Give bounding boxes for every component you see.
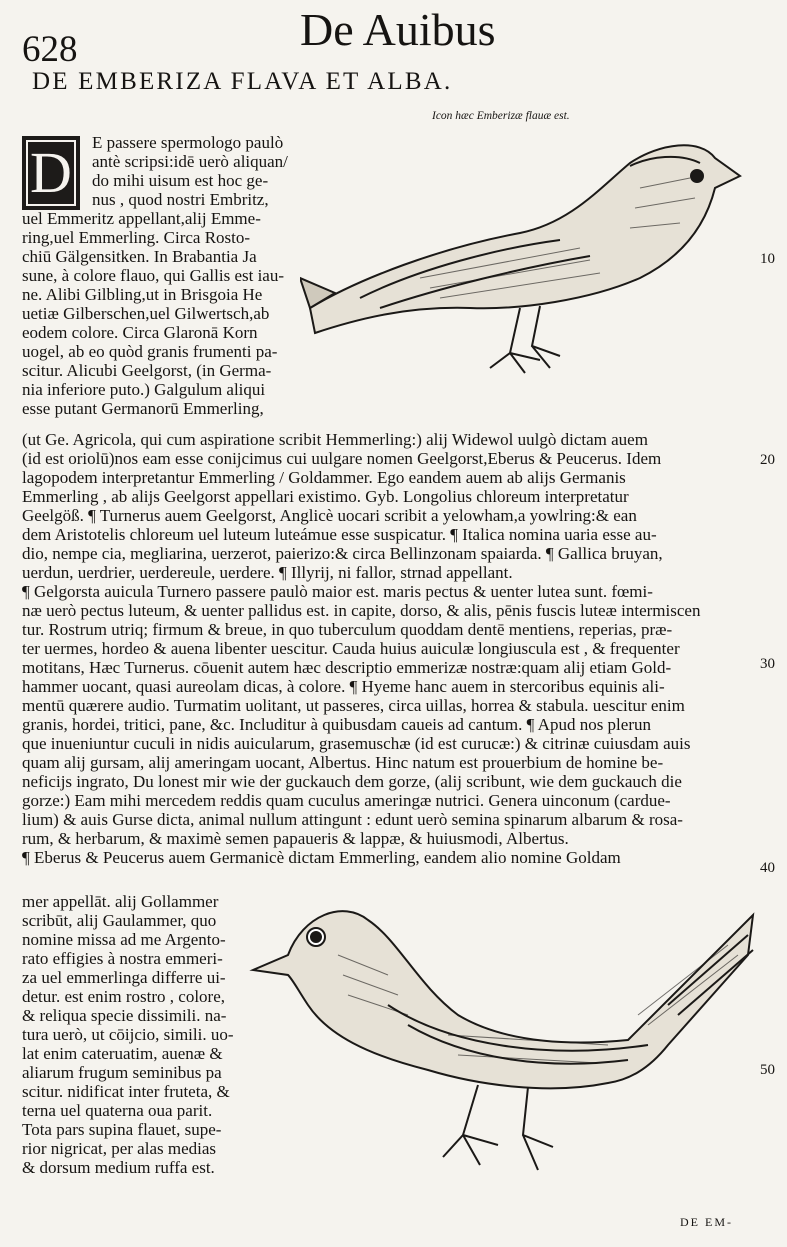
- text-line: ring,uel Emmerling. Circa Rosto-: [22, 228, 251, 247]
- text-line: uetiæ Gilberschen,uel Gilwertsch,ab: [22, 304, 270, 323]
- text-line: uogel, ab eo quòd granis frumenti pa-: [22, 342, 278, 361]
- text-line: ne. Alibi Gilbling,ut in Brisgoia He: [22, 285, 263, 304]
- text-line: esse putant Germanorū Emmerling,: [22, 399, 264, 418]
- text-line: uerdun, uerdrier, uerdereule, uerdere. ¶ Illyrij, ni fallor, strnad appellant.: [22, 563, 513, 582]
- text-line: ¶ Eberus & Peucerus auem Germanicè dictam Emmerling, eandem alio nomine Goldam: [22, 848, 621, 867]
- margin-line-number: 10: [760, 251, 775, 267]
- main-text-block: [22, 430, 700, 867]
- text-line: rum, & herbarum, & maximè semen papaueris & lappæ, & huiusmodi, Albertus.: [22, 829, 569, 848]
- text-line: nomine missa ad me Argento-: [22, 930, 226, 949]
- text-line: & dorsum medium ruffa est.: [22, 1158, 215, 1177]
- text-line: motitans, Hæc Turnerus. cōuenit autem hæc descriptio emmerizæ nostræ:quam alij etiam Gold-: [22, 658, 672, 677]
- margin-line-number: 30: [760, 656, 775, 672]
- text-line: aliarum frugum seminibus pa: [22, 1063, 222, 1082]
- running-head: De Auibus: [300, 4, 496, 55]
- upper-column-continued: [22, 209, 284, 418]
- bunting-woodcut-illustration: [300, 128, 760, 388]
- text-line: antè scripsi:idē uerò aliquan/: [92, 152, 288, 171]
- text-line: dio, nempe cia, megliarina, uerzerot, paierizo:& circa Bellinzonam spaiarda. ¶ Gallica bruyan,: [22, 544, 663, 563]
- catchword: DE EM-: [680, 1215, 733, 1229]
- text-line: za uel emmerlinga differre ui-: [22, 968, 226, 987]
- text-line: que inueniuntur cuculi in nidis auicularum, grasemuschæ (id est curucæ:) & citrinæ cuiusdam auis: [22, 734, 691, 753]
- chapter-title: DE EMBERIZA FLAVA ET ALBA.: [32, 68, 453, 95]
- text-line: mer appellāt. alij Gollammer: [22, 892, 219, 911]
- text-line: ter uermes, hordeo & auena libenter uescitur. Cauda huius auiculæ longiuscula est , & frequenter: [22, 639, 680, 658]
- text-line: lium) & auis Gurse dicta, animal nullum attingunt : edunt uerò semina spinarum albarum & rosa-: [22, 810, 683, 829]
- text-line: ¶ Gelgorsta auicula Turnero passere paulò maior est. maris pectus & uenter lutea sunt. fœmi-: [22, 582, 653, 601]
- figure-caption: Icon hæc Emberizæ flauæ est.: [432, 110, 570, 122]
- text-line: scribūt, alij Gaulammer, quo: [22, 911, 217, 930]
- text-line: tura uerò, ut cōijcio, simili. uo-: [22, 1025, 234, 1044]
- margin-line-number: 50: [760, 1062, 775, 1078]
- text-line: granis, hordei, tritici, pane, &c. Includitur à quibusdam caueis ad cantum. ¶ Apud nos plerun: [22, 715, 651, 734]
- text-line: lagopodem interpretantur Emmerling / Goldammer. Ego eandem auem ab alijs Germanis: [22, 468, 626, 487]
- text-line: lat enim cateruatim, auenæ &: [22, 1044, 223, 1063]
- text-line: scitur. Alicubi Geelgorst, (in Germa-: [22, 361, 272, 380]
- text-line: neficijs ingrato, Du lonest mir wie der guckauch dem gorze, (alij scribunt, wie dem guckauch die: [22, 772, 682, 791]
- yellowhammer-woodcut-illustration: [248, 895, 760, 1195]
- text-line: uel Emmeritz appellant,alij Emme-: [22, 209, 261, 228]
- margin-line-number: 40: [760, 860, 775, 876]
- text-line: rato effigies à nostra emmeri-: [22, 949, 223, 968]
- text-line: Emmerling , ab alijs Geelgorst appellari existimo. Gyb. Longolius chloreum interpretatur: [22, 487, 629, 506]
- text-line: (id est oriolū)nos eam esse conijcimus cui uulgare nomen Geelgorst,Eberus & Peucerus. Idem: [22, 449, 662, 468]
- text-line: do mihi uisum est hoc ge-: [92, 171, 269, 190]
- text-line: quam alij gursam, alij ameringam uocant, Albertus. Hinc natum est prouerbium de homine be-: [22, 753, 664, 772]
- page-number: 628: [22, 29, 78, 70]
- text-line: detur. est enim rostro , colore,: [22, 987, 226, 1006]
- text-line: chiū Gälgensitken. In Brabantia Ja: [22, 247, 257, 266]
- text-line: & reliqua specie dissimili. na-: [22, 1006, 227, 1025]
- upper-column: [92, 133, 288, 209]
- text-line: dem Aristotelis chloreum uel luteum luteámue esse suspicatur. ¶ Italica nomina uaria esse au-: [22, 525, 657, 544]
- text-line: nus , quod nostri Embritz,: [92, 190, 269, 209]
- lower-column: [22, 892, 234, 1177]
- text-line: nia inferiore puto.) Galgulum aliqui: [22, 380, 266, 399]
- text-line: Geelgöß. ¶ Turnerus auem Geelgorst, Anglicè uocari scribit a yelowham,a yowlring:& ean: [22, 506, 637, 525]
- text-line: (ut Ge. Agricola, qui cum aspiratione scribit Hemmerling:) alij Widewol uulgò dictam auem: [22, 430, 648, 449]
- text-line: eodem colore. Circa Glaronā Korn: [22, 323, 258, 342]
- text-line: mentū quærere audio. Turmatim uolitant, ut passeres, circa uillas, horrea & stabula. uescitur enim: [22, 696, 685, 715]
- text-line: tur. Rostrum utriq; firmum & breue, in quo tuberculum quoddam dentē mentiens, reperias, præ-: [22, 620, 673, 639]
- text-line: Tota pars supina flauet, supe-: [22, 1120, 222, 1139]
- text-line: scitur. nidificat inter fruteta, &: [22, 1082, 230, 1101]
- text-line: gorze:) Eam mihi mercedem reddis quam cuculus ameringæ nutrici. Genera uinconum (cardue-: [22, 791, 671, 810]
- text-line: næ uerò pectus luteum, & uenter pallidus est. in capite, dorso, & alis, pēnis fuscis luteæ intermiscen: [22, 601, 701, 620]
- text-line: rior nigricat, per alas medias: [22, 1139, 217, 1158]
- text-line: hammer uocant, quasi aureolam dicas, à colore. ¶ Hyeme hanc auem in stercoribus equinis ali-: [22, 677, 665, 696]
- text-line: terna uel quaterna oua parit.: [22, 1101, 213, 1120]
- margin-line-number: 20: [760, 452, 775, 468]
- drop-cap-initial: D: [22, 136, 80, 210]
- text-line: E passere spermologo paulò: [92, 133, 284, 152]
- text-line: sune, à colore flauo, qui Gallis est iau-: [22, 266, 285, 285]
